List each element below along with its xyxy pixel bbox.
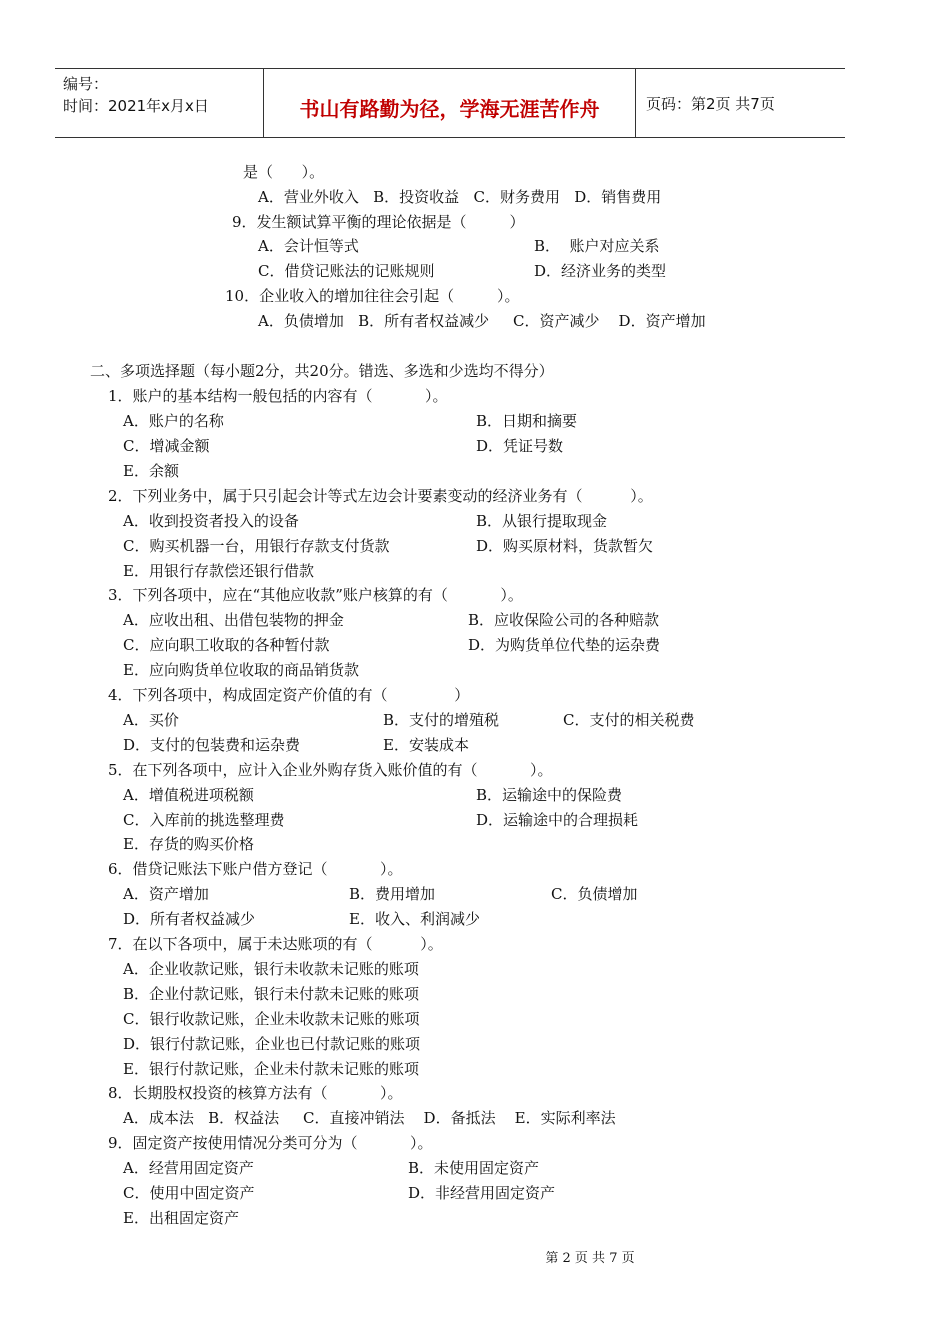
text-line: A．经营用固定资产 xyxy=(123,1159,254,1177)
text-line: B．应收保险公司的各种赔款 xyxy=(468,611,660,629)
text-line: 6．借贷记账法下账户借方登记（ ）。 xyxy=(108,860,403,878)
text-line: D．所有者权益减少 xyxy=(123,910,256,928)
text-line: C．购买机器一台，用银行存款支付货款 xyxy=(123,537,390,555)
text-line: A．成本法 B．权益法 C．直接冲销法 D．备抵法 E．实际利率法 xyxy=(123,1109,616,1127)
text-line: A．增值税进项税额 xyxy=(123,786,254,804)
page-footer: 第 2 页 共 7 页 xyxy=(545,1251,635,1266)
text-line: C．增减金额 xyxy=(123,437,210,455)
text-line: 10．企业收入的增加往往会引起（ ）。 xyxy=(225,287,520,305)
header-number-label: 编号： xyxy=(63,75,109,93)
text-line: B．从银行提取现金 xyxy=(476,512,608,530)
text-line: 5．在下列各项中，应计入企业外购存货入账价值的有（ ）。 xyxy=(108,761,553,779)
text-line: 2．下列业务中，属于只引起会计等式左边会计要素变动的经济业务有（ ）。 xyxy=(108,487,653,505)
text-line: E．出租固定资产 xyxy=(123,1209,239,1227)
text-line: 9．固定资产按使用情况分类可分为（ ）。 xyxy=(108,1134,433,1152)
text-line: C．入库前的挑选整理费 xyxy=(123,811,285,829)
header-motto: 书山有路勤为径，学海无涯苦作舟 xyxy=(264,69,636,137)
header-page-label: 页码：第2页 共7页 xyxy=(646,94,775,113)
text-line: A．企业收款记账，银行未收款未记账的账项 xyxy=(123,960,419,978)
text-line: A．负债增加 B．所有者权益减少 C．资产减少 D．资产增加 xyxy=(258,312,706,330)
text-line: 4．下列各项中，构成固定资产价值的有（ ） xyxy=(108,686,470,704)
text-line: D．经济业务的类型 xyxy=(534,262,667,280)
text-line: E．存货的购买价格 xyxy=(123,835,254,853)
text-line: 是（ ）。 xyxy=(243,163,325,181)
text-line: A．账户的名称 xyxy=(123,412,224,430)
text-line: E．余额 xyxy=(123,462,179,480)
text-line: A．收到投资者投入的设备 xyxy=(123,512,299,530)
header-time-label: 时间：2021年x月x日 xyxy=(63,97,209,115)
text-line: E．应向购货单位收取的商品销货款 xyxy=(123,661,359,679)
text-line: B．日期和摘要 xyxy=(476,412,578,430)
text-line: C．支付的相关税费 xyxy=(563,711,695,729)
text-line: E．安装成本 xyxy=(383,736,469,754)
text-line: A．应收出租、出借包装物的押金 xyxy=(123,611,344,629)
text-line: 9．发生额试算平衡的理论依据是（ ） xyxy=(232,213,525,231)
text-line: D．银行付款记账，企业也已付款记账的账项 xyxy=(123,1035,421,1053)
text-line: A．买价 xyxy=(123,711,179,729)
document-header xyxy=(55,68,845,138)
text-line: D．支付的包装费和运杂费 xyxy=(123,736,301,754)
text-line: E．银行付款记账，企业未付款未记账的账项 xyxy=(123,1060,419,1078)
text-line: 1．账户的基本结构一般包括的内容有（ ）。 xyxy=(108,387,448,405)
text-line: C．负债增加 xyxy=(551,885,638,903)
text-line: D．非经营用固定资产 xyxy=(408,1184,556,1202)
text-line: D．购买原材料，货款暂欠 xyxy=(476,537,654,555)
text-line: 7．在以下各项中，属于未达账项的有（ ）。 xyxy=(108,935,443,953)
text-line: A．营业外收入 B．投资收益 C．财务费用 D．销售费用 xyxy=(258,188,662,206)
text-line: B．费用增加 xyxy=(349,885,436,903)
text-line: B．运输途中的保险费 xyxy=(476,786,623,804)
text-line: C．使用中固定资产 xyxy=(123,1184,255,1202)
text-line: B．支付的增殖税 xyxy=(383,711,500,729)
text-line: 8．长期股权投资的核算方法有（ ）。 xyxy=(108,1084,403,1102)
text-line: C．银行收款记账，企业未收款未记账的账项 xyxy=(123,1010,420,1028)
text-line: B．未使用固定资产 xyxy=(408,1159,540,1177)
text-line: A．会计恒等式 xyxy=(258,237,359,255)
text-line: C．借贷记账法的记账规则 xyxy=(258,262,435,280)
text-line: 3．下列各项中，应在“其他应收款”账户核算的有（ ）。 xyxy=(108,586,523,604)
text-line: C．应向职工收取的各种暂付款 xyxy=(123,636,330,654)
text-line: E．用银行存款偿还银行借款 xyxy=(123,562,314,580)
header-meta xyxy=(55,69,264,137)
text-line: E．收入、利润减少 xyxy=(349,910,480,928)
text-line: A．资产增加 xyxy=(123,885,209,903)
text-line: D．为购货单位代垫的运杂费 xyxy=(468,636,661,654)
text-line: D．凭证号数 xyxy=(476,437,564,455)
text-line: 二、多项选择题（每小题2分，共20分。错选、多选和少选均不得分） xyxy=(90,362,554,380)
text-line: D．运输途中的合理损耗 xyxy=(476,811,639,829)
text-line: B． 账户对应关系 xyxy=(534,237,660,255)
text-line: B．企业付款记账，银行未付款未记账的账项 xyxy=(123,985,420,1003)
